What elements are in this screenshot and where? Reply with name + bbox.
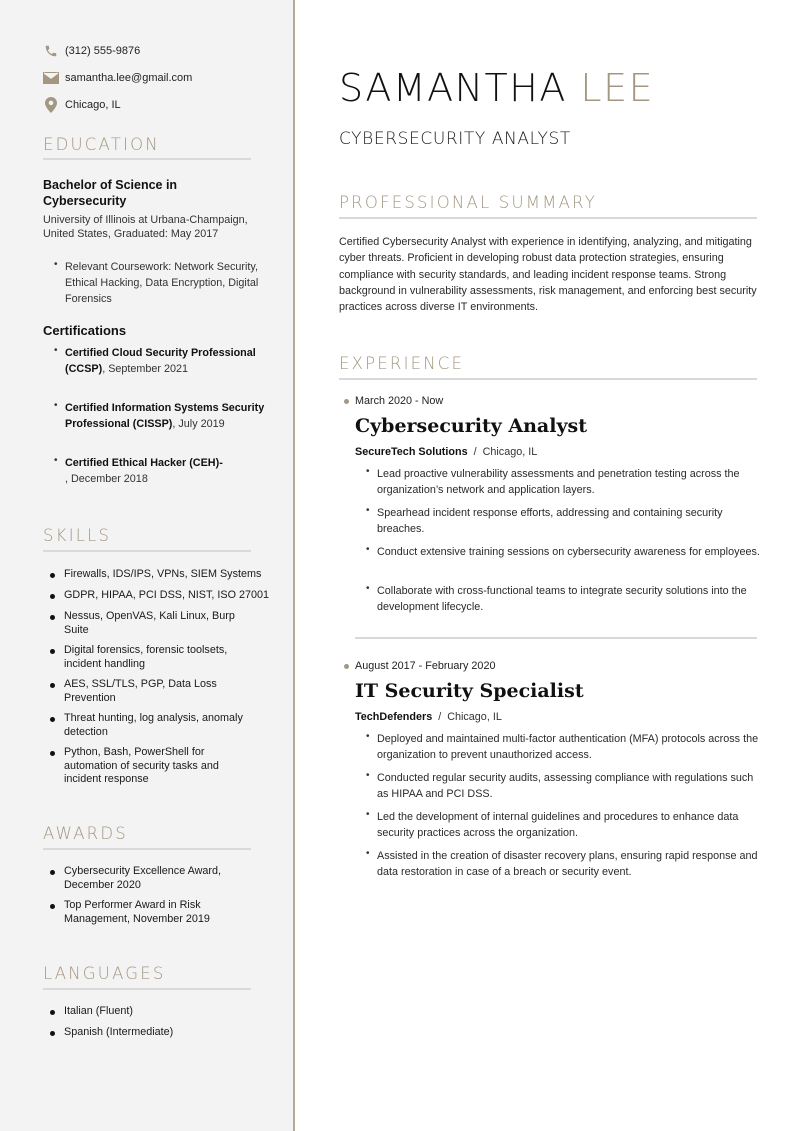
- phone-icon: [43, 43, 59, 59]
- certification-name: Certified Ethical Hacker (CEH)-: [65, 457, 223, 469]
- bullet-icon: [50, 1010, 55, 1015]
- bullet-icon: •: [366, 731, 370, 742]
- job-role: CYBERSECURITY ANALYST: [339, 129, 571, 149]
- bullet-icon: •: [366, 809, 370, 820]
- education-coursework: Relevant Coursework: Network Security, Ethical Hacking, Data Encryption, Digital Forensics: [65, 261, 259, 305]
- certification-name: Certified Cloud Security Professional (CCSP): [65, 347, 256, 375]
- job-separator: /: [473, 446, 477, 458]
- skill-item: Python, Bash, PowerShell for automation of security tasks and incident response: [64, 746, 219, 785]
- skill-item: Firewalls, IDS/IPS, VPNs, SIEM Systems: [64, 568, 262, 580]
- job-company-line: [355, 446, 537, 458]
- job-bullet: Collaborate with cross-functional teams to integrate security solutions into the development lifecycle.: [377, 585, 747, 613]
- timeline-dot-icon: [344, 399, 349, 404]
- bullet-icon: •: [366, 583, 370, 594]
- certification-item: [65, 455, 265, 487]
- certifications-heading: Certifications: [43, 323, 127, 338]
- award-item: Cybersecurity Excellence Award, December 2020: [64, 865, 222, 891]
- bullet-icon: [50, 717, 55, 722]
- certification-name: Certified Information Systems Security Professional (CISSP): [65, 402, 265, 430]
- bullet-icon: •: [366, 505, 370, 516]
- education-rule: [43, 158, 251, 160]
- certification-date: , September 2021: [102, 363, 189, 375]
- job-bullet: Conducted regular security audits, assessing compliance with regulations such as HIPAA and PCI DSS.: [377, 772, 754, 800]
- skills-heading: SKILLS: [43, 526, 112, 545]
- last-name: LEE: [580, 66, 655, 110]
- contact-location: [43, 97, 121, 113]
- experience-rule: [339, 378, 757, 380]
- experience-heading: EXPERIENCE: [339, 354, 465, 373]
- job-bullet: Spearhead incident response efforts, addressing and containing security breaches.: [377, 507, 723, 535]
- job-company-line: [355, 711, 502, 723]
- skill-item: Threat hunting, log analysis, anomaly detection: [64, 712, 243, 738]
- education-degree: Bachelor of Science in Cybersecurity: [43, 178, 178, 208]
- skill-item: Nessus, OpenVAS, Kali Linux, Burp Suite: [64, 610, 235, 636]
- candidate-name: [339, 66, 654, 110]
- bullet-icon: [50, 751, 55, 756]
- job-bullet: Deployed and maintained multi-factor authentication (MFA) protocols across the organization to prevent unauthorized access.: [377, 733, 759, 761]
- education-school: University of Illinois at Urbana-Champaign, United States, Graduated: May 2017: [43, 214, 248, 240]
- bullet-icon: [50, 870, 55, 875]
- job-company: SecureTech Solutions: [355, 446, 468, 458]
- phone-text: (312) 555-9876: [65, 45, 141, 57]
- language-item: Italian (Fluent): [64, 1005, 134, 1017]
- job-date: March 2020 - Now: [355, 395, 444, 407]
- bullet-icon: [50, 573, 55, 578]
- bullet-icon: [50, 1031, 55, 1036]
- bullet-icon: •: [54, 345, 58, 356]
- bullet-icon: [50, 594, 55, 599]
- job-location: Chicago, IL: [447, 711, 502, 723]
- bullet-icon: •: [366, 466, 370, 477]
- location-text: Chicago, IL: [65, 99, 121, 111]
- award-item: Top Performer Award in Risk Management, November 2019: [64, 899, 210, 925]
- languages-rule: [43, 988, 251, 990]
- contact-email: [43, 70, 192, 86]
- skills-rule: [43, 550, 251, 552]
- map-pin-icon: [43, 97, 59, 113]
- summary-heading: PROFESSIONAL SUMMARY: [339, 193, 597, 212]
- summary-text: Certified Cybersecurity Analyst with experience in identifying, analyzing, and mitigating cyber threats. Proficient in developing robust data protection strategies, ensuring compliance with security standards, and leading incident response teams. Strong background in vulnerability assessments, risk management, and enforcing best security practices across diverse IT environments.: [339, 236, 757, 314]
- job-bullet: Conduct extensive training sessions on cybersecurity awareness for employees.: [377, 546, 760, 558]
- awards-rule: [43, 848, 251, 850]
- email-text: samantha.lee@gmail.com: [65, 72, 193, 84]
- languages-heading: LANGUAGES: [43, 964, 166, 983]
- job-separator: /: [438, 711, 442, 723]
- contact-phone: [43, 43, 140, 59]
- education-heading: EDUCATION: [43, 135, 160, 154]
- job-bullet: Assisted in the creation of disaster recovery plans, ensuring rapid response and data restoration in case of a breach or security event.: [377, 850, 758, 878]
- bullet-icon: •: [366, 544, 370, 555]
- skill-item: Digital forensics, forensic toolsets, incident handling: [64, 644, 228, 670]
- skill-item: GDPR, HIPAA, PCI DSS, NIST, ISO 27001: [64, 589, 270, 601]
- certification-item: [65, 345, 265, 377]
- main-content: [339, 0, 760, 1131]
- bullet-icon: •: [366, 770, 370, 781]
- mail-icon: [43, 70, 59, 86]
- certification-date: , December 2018: [65, 473, 148, 485]
- job-bullet: Led the development of internal guidelines and procedures to enhance data security practices across the organization.: [377, 811, 739, 839]
- timeline-dot-icon: [344, 664, 349, 669]
- summary-rule: [339, 217, 757, 219]
- job-bullet: Lead proactive vulnerability assessments and penetration testing across the organization’s network and application layers.: [377, 468, 740, 496]
- job-location: Chicago, IL: [482, 446, 538, 458]
- job-title: IT Security Specialist: [355, 680, 584, 702]
- job-company: TechDefenders: [355, 711, 433, 723]
- certification-item: [65, 400, 265, 432]
- awards-heading: AWARDS: [43, 824, 128, 843]
- bullet-icon: [50, 615, 55, 620]
- job-date: August 2017 - February 2020: [355, 660, 496, 672]
- bullet-icon: [50, 904, 55, 909]
- first-name: SAMANTHA: [339, 66, 567, 110]
- job-divider: [355, 637, 757, 639]
- bullet-icon: •: [54, 455, 58, 466]
- bullet-icon: [50, 649, 55, 654]
- skill-item: AES, SSL/TLS, PGP, Data Loss Prevention: [64, 678, 217, 704]
- certification-date: , July 2019: [172, 418, 225, 430]
- bullet-icon: •: [366, 848, 370, 859]
- bullet-icon: •: [54, 259, 58, 270]
- sidebar: [0, 0, 295, 1131]
- language-item: Spanish (Intermediate): [64, 1026, 174, 1038]
- job-title: Cybersecurity Analyst: [355, 415, 587, 437]
- bullet-icon: [50, 683, 55, 688]
- bullet-icon: •: [54, 400, 58, 411]
